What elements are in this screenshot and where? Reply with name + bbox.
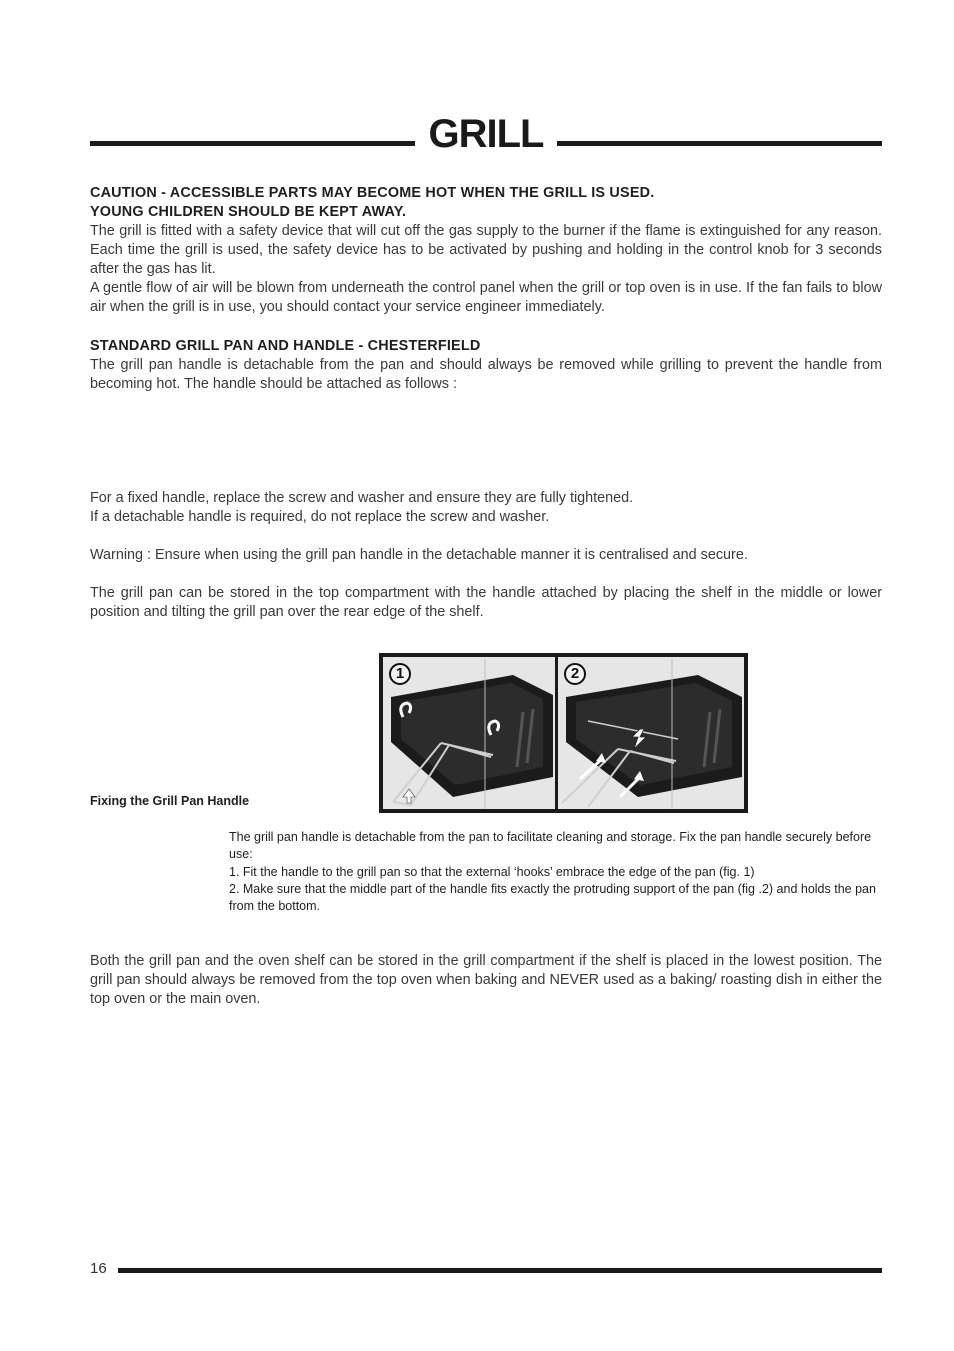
caution-block — [90, 184, 882, 317]
final-block — [90, 952, 882, 1009]
footer-rule — [118, 1268, 882, 1273]
standard-block — [90, 337, 882, 394]
warning-block — [90, 546, 882, 565]
figure-caption: Fixing the Grill Pan Handle — [90, 794, 250, 808]
final-paragraph: Both the grill pan and the oven shelf can be stored in the grill compartment if the shelf is placed in the lowest position. The grill pan should always be removed from the top oven when baking and NEVER used as a baking/ roasting dish in either the top oven or the main oven. — [90, 953, 882, 1007]
intro-paragraph-1: The grill is fitted with a safety device that will cut off the gas supply to the burner if the flame is extinguished for any reason. Each time the grill is used, the safety device has to be activated by pushing and holding in the control knob for 3 seconds after the gas has lit. — [90, 223, 882, 277]
title-row — [90, 110, 882, 160]
figure-number-2: 2 — [564, 663, 586, 685]
title-rule-right — [557, 141, 882, 146]
caution-line-2: YOUNG CHILDREN SHOULD BE KEPT AWAY. — [90, 204, 407, 220]
instruction-line-3: 2. Make sure that the middle part of the handle fits exactly the protruding support of the pan (fig .2) and holds the pan from the bottom. — [229, 881, 876, 914]
instruction-line-2: 1. Fit the handle to the grill pan so that the external ‘hooks’ embrace the edge of the pan (fig. 1) — [229, 864, 755, 879]
caution-line-1: CAUTION - ACCESSIBLE PARTS MAY BECOME HOT WHEN THE GRILL IS USED. — [90, 185, 655, 201]
figure-panel-2 — [558, 657, 744, 809]
figure-number-1: 1 — [389, 663, 411, 685]
grill-pan-figure — [379, 653, 748, 813]
grill-pan-illustration-2 — [558, 657, 744, 809]
standard-heading: STANDARD GRILL PAN AND HANDLE - CHESTERFIELD — [90, 338, 481, 354]
page-title: GRILL — [428, 112, 544, 156]
instruction-line-1: The grill pan handle is detachable from the pan to facilitate cleaning and storage. Fix the pan handle securely before use: — [229, 830, 872, 862]
fixing-block — [90, 489, 882, 527]
storage-block — [90, 584, 882, 622]
page-number: 16 — [90, 1260, 107, 1277]
standard-paragraph: The grill pan handle is detachable from the pan and should always be removed while grilling to prevent the handle from becoming hot. The handle should be attached as follows : — [90, 357, 882, 392]
handle-instructions — [229, 829, 882, 915]
fixing-line-1: For a fixed handle, replace the screw and washer and ensure they are fully tightened. — [90, 490, 634, 506]
fixing-line-2: If a detachable handle is required, do not replace the screw and washer. — [90, 509, 550, 525]
intro-paragraph-2: A gentle flow of air will be blown from underneath the control panel when the grill or top oven is in use. If the fan fails to blow air when the grill is in use, you should contact your service engineer immediately. — [90, 280, 882, 315]
warning-text: Warning : Ensure when using the grill pan handle in the detachable manner it is centralised and secure. — [90, 547, 748, 563]
title-rule-left — [90, 141, 415, 146]
storage-text: The grill pan can be stored in the top compartment with the handle attached by placing the shelf in the middle or lower position and tilting the grill pan over the rear edge of the shelf. — [90, 585, 882, 620]
figure-panel-1 — [383, 657, 555, 809]
